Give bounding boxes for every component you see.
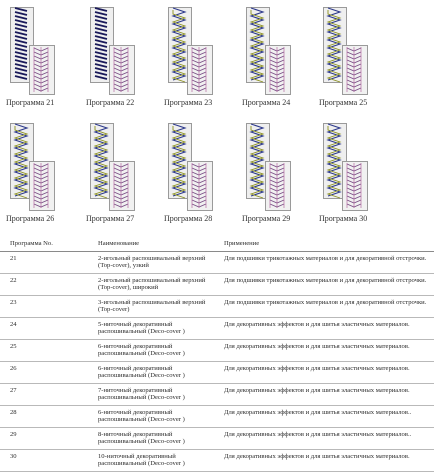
program-number-cell: 22 <box>0 273 96 295</box>
table-row <box>0 273 434 295</box>
stitch-sample <box>84 2 166 118</box>
program-usage-cell: Для декоративных эффектов и для шитья эластичных материалов.. <box>222 405 434 427</box>
program-name-cell: 5-ниточный декоративный распошивальный (Deco-cover ) <box>96 317 222 339</box>
program-name-cell: 3-игольный распошивальный верхний (Top-cover) <box>96 295 222 317</box>
table-row <box>0 361 434 383</box>
program-number-cell: 26 <box>0 361 96 383</box>
stitch-pattern <box>317 118 399 214</box>
program-label: Программа 23 <box>164 98 213 107</box>
program-label: Программа 30 <box>319 214 368 223</box>
stitch-sample <box>4 118 86 234</box>
table-row <box>0 295 434 317</box>
stitch-sample <box>4 2 86 118</box>
stitch-sample <box>240 2 322 118</box>
program-label: Программа 24 <box>242 98 291 107</box>
program-number-cell: 23 <box>0 295 96 317</box>
stitch-pattern <box>162 118 244 214</box>
stitch-pattern <box>84 118 166 214</box>
program-table <box>0 236 434 472</box>
stitch-sample <box>317 2 399 118</box>
program-usage-cell: Для подшивки трикотажных материалов и для декоративной отстрочки. <box>222 251 434 273</box>
program-name-cell: 6-ниточный декоративный распошивальный (Deco-cover ) <box>96 361 222 383</box>
stitch-sample-grid <box>0 0 434 232</box>
program-name-cell: 10-ниточный декоративный распошивальный (Deco-cover ) <box>96 449 222 471</box>
program-label: Программа 26 <box>6 214 55 223</box>
program-usage-cell: Для декоративных эффектов и для шитья эластичных материалов. <box>222 383 434 405</box>
stitch-pattern <box>4 118 86 214</box>
program-name-cell: 6-ниточный декоративный распошивальный (Deco-cover ) <box>96 339 222 361</box>
program-number-cell: 27 <box>0 383 96 405</box>
program-number-cell: 28 <box>0 405 96 427</box>
table-row <box>0 449 434 471</box>
stitch-sample <box>317 118 399 234</box>
program-number-cell: 24 <box>0 317 96 339</box>
stitch-pattern <box>240 118 322 214</box>
table-header-row <box>0 236 434 251</box>
stitch-sample <box>84 118 166 234</box>
top-stitch-line <box>15 8 27 79</box>
program-number-cell: 21 <box>0 251 96 273</box>
stitch-sample <box>162 118 244 234</box>
program-number-cell: 30 <box>0 449 96 471</box>
header-program-number: Программа No. <box>0 236 96 251</box>
header-name: Наименование <box>96 236 222 251</box>
program-usage-cell: Для декоративных эффектов и для шитья эластичных материалов. <box>222 339 434 361</box>
stitch-sample <box>162 2 244 118</box>
top-stitch-line <box>95 8 107 79</box>
program-label: Программа 28 <box>164 214 213 223</box>
program-label: Программа 22 <box>86 98 135 107</box>
program-usage-cell: Для подшивки трикотажных материалов и для декоративной отстрочки. <box>222 273 434 295</box>
stitch-sample <box>240 118 322 234</box>
program-name-cell: 6-ниточный декоративный распошивальный (Deco-cover ) <box>96 405 222 427</box>
header-usage: Применение <box>222 236 434 251</box>
program-label: Программа 25 <box>319 98 368 107</box>
program-usage-cell: Для декоративных эффектов и для шитья эластичных материалов. <box>222 361 434 383</box>
program-name-cell: 2-игольный распошивальный верхний (Top-cover), широкий <box>96 273 222 295</box>
stitch-pattern <box>84 2 166 98</box>
table-row <box>0 339 434 361</box>
program-usage-cell: Для подшивки трикотажных материалов и для декоративной отстрочки. <box>222 295 434 317</box>
program-label: Программа 21 <box>6 98 55 107</box>
program-number-cell: 29 <box>0 427 96 449</box>
stitch-pattern <box>4 2 86 98</box>
table-row <box>0 383 434 405</box>
stitch-pattern <box>317 2 399 98</box>
stitch-pattern <box>240 2 322 98</box>
program-number-cell: 25 <box>0 339 96 361</box>
table-row <box>0 251 434 273</box>
program-label: Программа 27 <box>86 214 135 223</box>
table-row <box>0 427 434 449</box>
table-row <box>0 317 434 339</box>
program-name-cell: 2-игольный распошивальный верхний (Top-cover), узкий <box>96 251 222 273</box>
program-usage-cell: Для декоративных эффектов и для шитья эластичных материалов. <box>222 449 434 471</box>
program-usage-cell: Для декоративных эффектов и для шитья эластичных материалов.. <box>222 427 434 449</box>
program-usage-cell: Для декоративных эффектов и для шитья эластичных материалов. <box>222 317 434 339</box>
stitch-pattern <box>162 2 244 98</box>
program-label: Программа 29 <box>242 214 291 223</box>
program-name-cell: 8-ниточный декоративный распошивальный (Deco-cover ) <box>96 427 222 449</box>
program-name-cell: 7-ниточный декоративный распошивальный (Deco-cover ) <box>96 383 222 405</box>
table-row <box>0 405 434 427</box>
